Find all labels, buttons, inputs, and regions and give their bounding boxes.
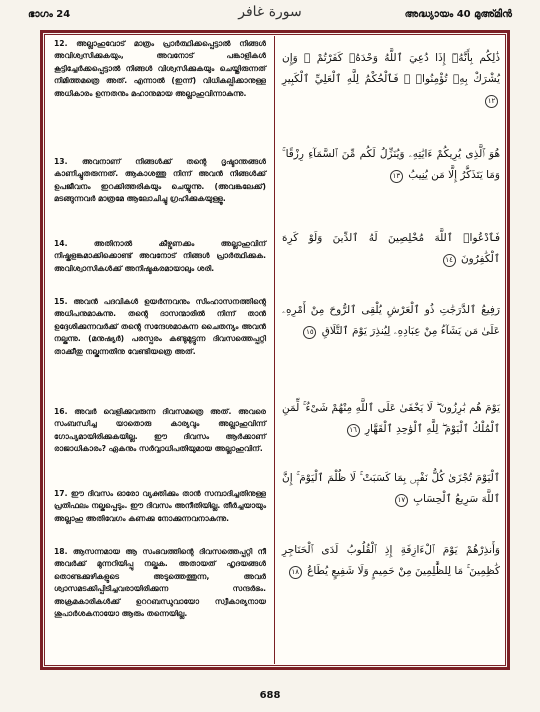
arabic-verse-text: هُوَ ٱلَّذِى يُرِيكُمْ ءَايَٰتِهِۦ وَيُنَزِّلُ لَكُم مِّنَ ٱلسَّمَآءِ رِزْقًا ۚ وَمَا يَتَذَكَّرُ إِلَّا مَن يُنِيبُ <box>282 148 500 181</box>
ayah-number-marker: ١٦ <box>347 424 360 437</box>
chapter-label: അദ്ധ്യായം 40 മുഅ്മിൻ <box>404 9 512 20</box>
malayalam-verse-15: 15. അവൻ പദവികൾ ഉയർന്നവനും സിംഹാസനത്തിന്റെ അധിപനുമാകുന്നു. തന്റെ ദാസന്മാരിൽ നിന്ന് താൻ ഉദ്ദേശിക്കുന്നവർക്ക് തന്റെ സന്ദേശമാകുന്ന ചൈതന്യം അവൻ നല്കുന്നു. (മനുഷ്യർ) പരസ്പരം കണ്ടുമുട്ടുന്ന ദിവസത്തെപ്പറ്റി താക്കീതു നല്കുന്നതിനു വേണ്ടിയത്രെ അത്. <box>54 297 266 356</box>
arabic-verse-text: وَأَنذِرْهُمْ يَوْمَ ٱلْءَازِفَةِ إِذِ ٱلْقُلُوبُ لَدَى ٱلْحَنَاجِرِ كَٰظِمِينَ ۚ مَا لِلظَّٰلِمِينَ مِنْ حَمِيمٍ وَلَا شَفِيعٍ يُطَاعُ <box>282 544 500 577</box>
arabic-verse-text: فَٱدْعُوا۟ ٱللَّهَ مُخْلِصِينَ لَهُ ٱلدِّينَ وَلَوْ كَرِهَ ٱلْكَٰفِرُونَ <box>282 232 500 265</box>
arabic-verse-text: ٱلْيَوْمَ تُجْزَىٰ كُلُّ نَفْسٍۭ بِمَا كَسَبَتْ ۚ لَا ظُلْمَ ٱلْيَوْمَ ۚ إِنَّ ٱللَّهَ سَرِيعُ ٱلْحِسَابِ <box>282 472 500 505</box>
malayalam-verse-14: 14. അതിനാൽ കീഴ്വണക്കം അല്ലാഹുവിന് നിഷ്കളങ്കമാക്കിക്കൊണ്ട് അവനോട് നിങ്ങൾ പ്രാർത്ഥിക്കുക. അവിശ്വാസികൾക്ക് അനിഷ്ടകരമായാലും ശരി. <box>54 239 266 273</box>
arabic-verse-text: ذَٰلِكُم بِأَنَّهُۥٓ إِذَا دُعِيَ ٱللَّهُ وَحْدَهُۥ كَفَرْتُمْ ۖ وَإِن يُشْرَكْ بِهِۦ تُؤْمِنُوا۟ ۚ فَٱلْحُكْمُ لِلَّهِ ٱلْعَلِيِّ ٱلْكَبِيرِ <box>282 52 500 85</box>
arabic-verse-18 <box>282 540 500 582</box>
page-header <box>0 0 540 28</box>
part-label: ഭാഗം 24 <box>28 9 71 20</box>
arabic-verse-text: رَفِيعُ ٱلدَّرَجَٰتِ ذُو ٱلْعَرْشِ يُلْقِى ٱلرُّوحَ مِنْ أَمْرِهِۦ عَلَىٰ مَن يَشَآءُ مِنْ عِبَادِهِۦ لِيُنذِرَ يَوْمَ ٱلتَّلَاقِ <box>282 304 500 337</box>
arabic-verse-12 <box>282 48 500 111</box>
surah-title-calligraphy: سورة غافر <box>238 4 302 20</box>
malayalam-verse-12: 12. അല്ലാഹുവോട് മാത്രം പ്രാർത്ഥിക്കപ്പെട്ടാൽ നിങ്ങൾ അവിശ്വസിക്കുകയും, അവനോട് പങ്കാളികൾ കൂട്ടിച്ചേർക്കപ്പെട്ടാൽ നിങ്ങൾ വിശ്വസിക്കുകയും ചെയ്തിരുന്നത് നിമിത്തമത്രെ അത്. എന്നാൽ (ഇന്ന്) വിധികല്പിക്കാനുള്ള അധികാരം ഉന്നതനും മഹാനുമായ അല്ലാഹുവിന്നാകുന്നു. <box>54 39 266 98</box>
ayah-number-marker: ١٣ <box>390 170 403 183</box>
arabic-verse-13 <box>282 144 500 186</box>
ayah-number-marker: ١٧ <box>395 494 408 507</box>
malayalam-verse-13: 13. അവനാണ് നിങ്ങൾക്ക് തന്റെ ദൃഷ്ടാന്തങ്ങൾ കാണിച്ചുതരുന്നത്. ആകാശത്തു നിന്ന് അവൻ നിങ്ങൾക്ക് ഉപജീവനം ഇറക്കിത്തരികയും ചെയ്യുന്നു. (അവങ്കലേക്ക്) മടങ്ങുന്നവർ മാത്രമേ ആലോചിച്ചു ഗ്രഹിക്കുകയുള്ളൂ. <box>54 157 266 204</box>
arabic-verse-15 <box>282 300 500 342</box>
arabic-verse-text: يَوْمَ هُم بَٰرِزُونَ ۖ لَا يَخْفَىٰ عَلَى ٱللَّهِ مِنْهُمْ شَىْءٌ ۚ لِّمَنِ ٱلْمُلْكُ ٱلْيَوْمَ ۖ لِلَّهِ ٱلْوَٰحِدِ ٱلْقَهَّارِ <box>282 402 500 435</box>
ayah-number-marker: ١٤ <box>443 254 456 267</box>
arabic-verse-17 <box>282 468 500 510</box>
page-number: 688 <box>259 690 281 701</box>
arabic-verse-14 <box>282 228 500 270</box>
ayah-number-marker: ١٢ <box>485 95 498 108</box>
malayalam-verse-16: 16. അവർ വെളിക്കുവരുന്ന ദിവസമത്രെ അത്. അവരെ സംബന്ധിച്ച യാതൊരു കാര്യവും അല്ലാഹുവിന്ന് ഗോപ്യമായിരിക്കുകയില്ല. ഈ ദിവസം ആർക്കാണ് രാജാധികാരം? ഏകനും സർവ്വാധിപതിയുമായ അല്ലാഹുവിന്. <box>54 407 266 454</box>
column-divider <box>274 36 275 664</box>
malayalam-verse-18: 18. ആസന്നമായ ആ സംഭവത്തിന്റെ ദിവസത്തെപ്പറ്റി നീ അവർക്ക് മുന്നറിയിപ്പു നല്കുക. അതായത് ഹൃദയങ്ങൾ തൊണ്ടക്കുഴികളുടെ അടുത്തെത്തുന്ന, അവർ ശ്വാസമടക്കിപ്പിടിച്ചവരായിരിക്കുന്ന സന്ദർഭം. അക്രമകാരികൾക്ക് ഉററബന്ധുവായോ സ്വീകാര്യനായ ശുപാർശകനായോ ആരും തന്നെയില്ല. <box>54 547 266 619</box>
ayah-number-marker: ١٥ <box>303 326 316 339</box>
ayah-number-marker: ١٨ <box>289 566 302 579</box>
arabic-verse-16 <box>282 398 500 440</box>
malayalam-verse-17: 17. ഈ ദിവസം ഓരോ വ്യക്തിക്കും താൻ സമ്പാദിച്ചതിനുള്ള പ്രതിഫലം നല്കപ്പെടും. ഈ ദിവസം അനീതിയില്ല. തീർച്ചയായും അല്ലാഹു അതിവേഗം കണക്കു നോക്കുന്നവനാകുന്നു. <box>54 489 266 523</box>
